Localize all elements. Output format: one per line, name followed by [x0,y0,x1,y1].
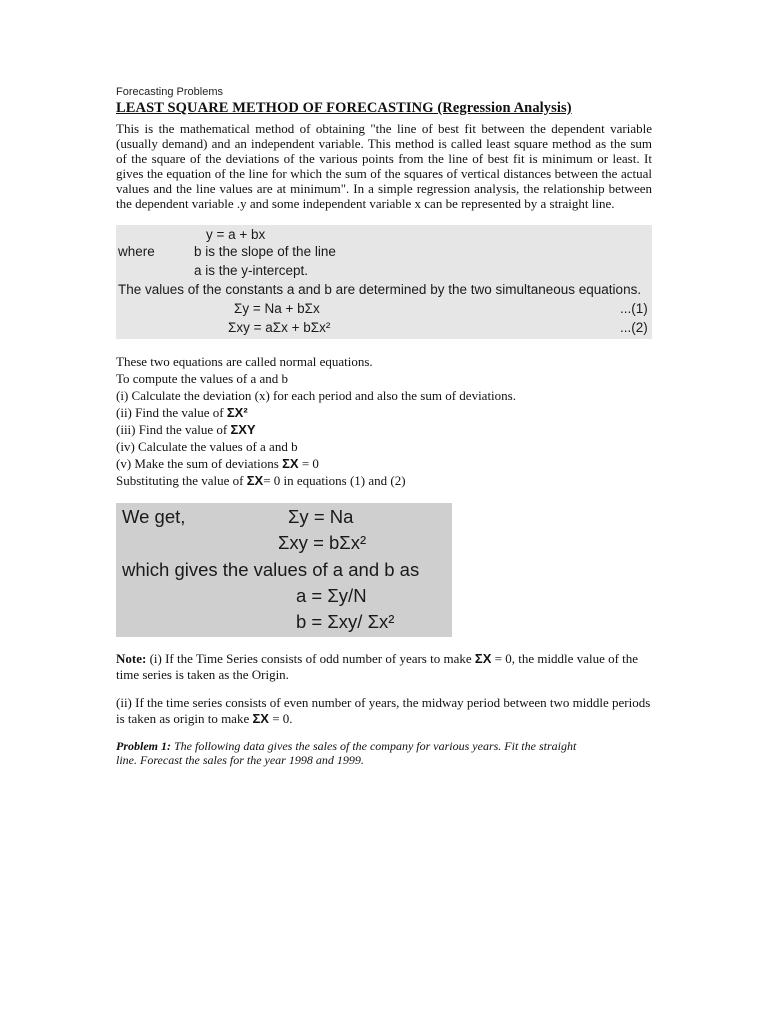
gives-values-sentence: which gives the values of a and b as [122,559,420,580]
step-4: (iv) Calculate the values of a and b [116,439,298,454]
note-section [116,651,652,727]
b-formula: b = Σxy/ Σx² [296,611,395,632]
sum-x-symbol: ΣX [474,651,492,666]
solved-equation-1: Σy = Na [288,506,354,527]
problem-label: Problem 1: [116,739,171,753]
sum-x-symbol: ΣX [252,711,269,726]
note-odd-years: Note: (i) If the Time Series consists of odd number of years to make ΣX = 0, the middle value of the time series is taken as the Origin. [116,651,639,682]
we-get-label: We get, [122,506,186,527]
compute-line: To compute the values of a and b [116,371,289,386]
intro-paragraph: This is the mathematical method of obtaining "the line of best fit between the dependent variable (usually demand) and an independent variable. This method is called least square method as the sum of the square of the deviations of the various points from the line of best fit is minimum or least. It gives the equation of the line for which the sum of the squares of vertical distances between the actual values and the line values are at minimum". In a simple regression analysis, the relationship between the dependent variable .y and some independent variable x can be represented by a straight line. [116,121,652,211]
sum-x-symbol: ΣX [282,456,299,471]
normal-equations-line: These two equations are called normal equations. [116,354,373,369]
note-even-years: (ii) If the time series consists of even number of years, the midway period between two middle periods is taken as origin to make ΣX = 0. [116,695,651,726]
sum-xy-symbol: ΣXY [230,422,256,437]
equations-scan-image [116,225,652,339]
page-title: LEAST SQUARE METHOD OF FORECASTING (Regression Analysis) [116,100,572,116]
intercept-definition: a is the y-intercept. [194,263,309,278]
solution-scan-image [116,503,452,637]
step-3: (iii) Find the value of ΣXY [116,422,256,437]
regression-equation: y = a + bx [206,227,266,242]
sum-x-symbol: ΣX [246,473,264,488]
problem-statement: Problem 1: The following data gives the sales of the company for various years. Fit the straight line. Forecast the sales for the year 1998 and 1999. [116,739,577,767]
equation-1-number: ...(1) [620,301,648,316]
step-1: (i) Calculate the deviation (x) for each period and also the sum of deviations. [116,388,516,403]
page-header: Forecasting Problems [116,86,223,98]
substitution-line: Substituting the value of ΣX= 0 in equations (1) and (2) [116,473,406,488]
normal-equation-1: Σy = Na + bΣx [234,301,320,316]
normal-equation-2: Σxy = aΣx + bΣx² [228,320,331,335]
a-formula: a = Σy/N [296,585,367,606]
step-5: (v) Make the sum of deviations ΣX = 0 [116,456,319,471]
solved-equation-2: Σxy = bΣx² [278,532,367,553]
where-label: where [118,244,155,259]
constants-sentence: The values of the constants a and b are determined by the two simultaneous equations. [118,282,642,297]
steps-list [116,353,652,489]
note-label: Note: [116,651,147,666]
equation-2-number: ...(2) [620,320,648,335]
sum-x-squared-symbol: ΣX² [226,405,248,420]
document-page [116,86,652,767]
step-2: (ii) Find the value of ΣX² [116,405,248,420]
slope-definition: b is the slope of the line [194,244,336,259]
